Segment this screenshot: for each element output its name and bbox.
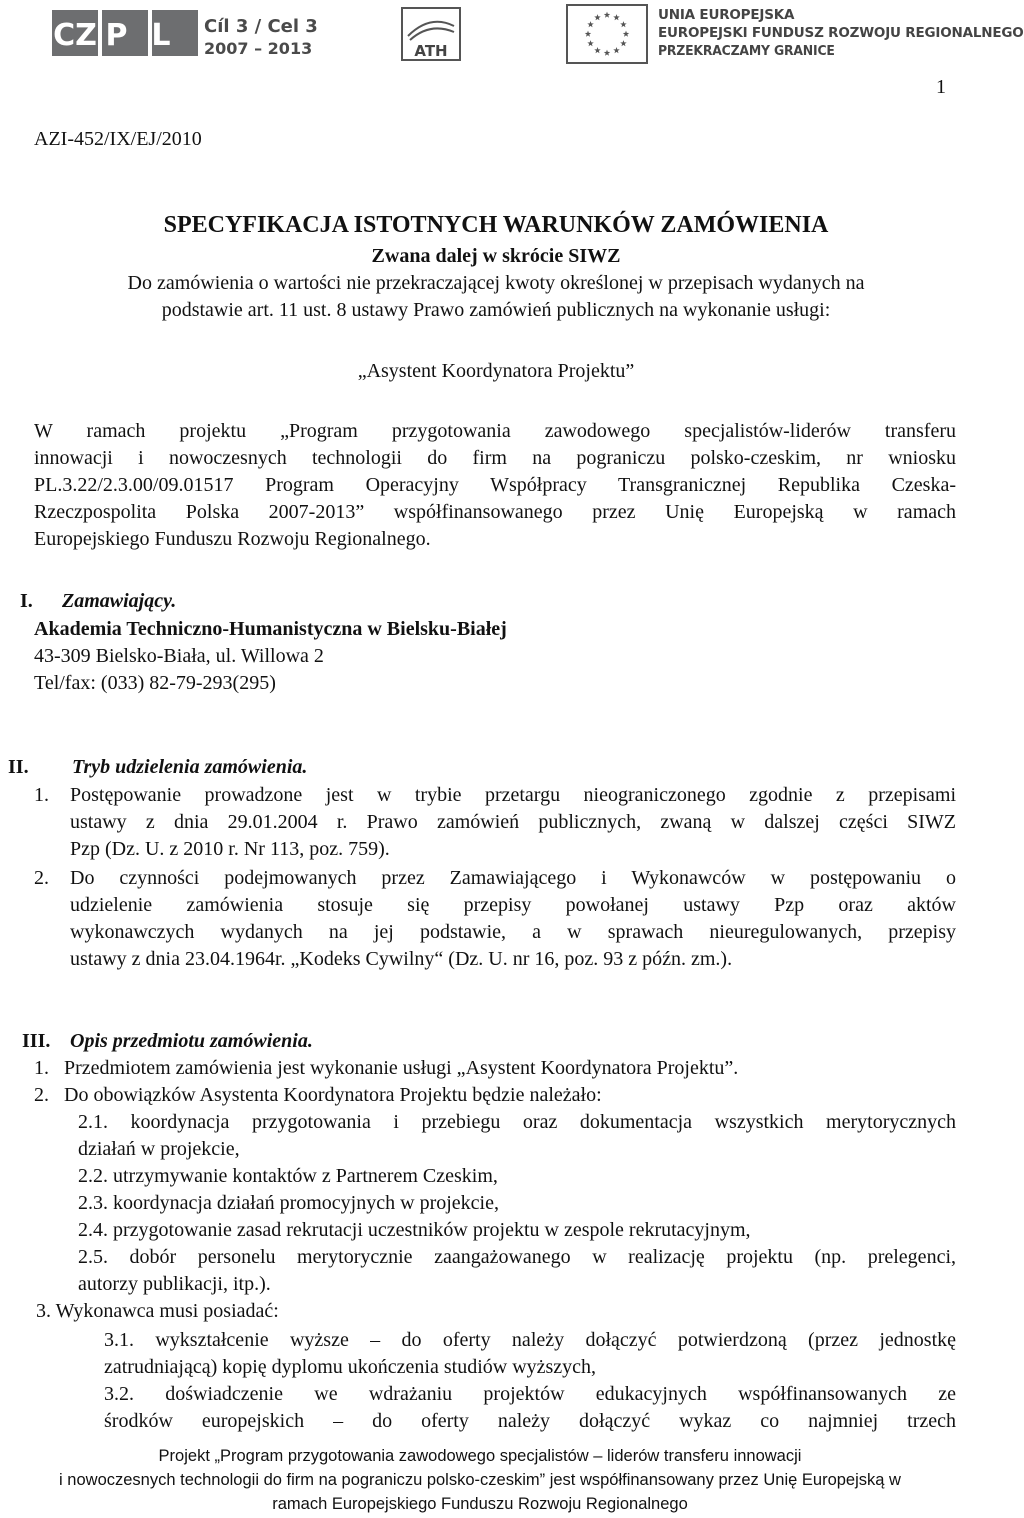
section-2-item-2-line-4: ustawy z dnia 23.04.1964r. „Kodeks Cywilny“ (Dz. U. nr 16, poz. 93 z późn. zm.). (70, 948, 733, 970)
czpl-logo-pl: PL (105, 18, 195, 53)
section-2-item-2-line-3: wykonawczych wydanych na jej podstawie, a w sprawach nieuregulowanych, przepisy (70, 921, 956, 943)
section-2-item-2-number: 2. (34, 867, 49, 889)
section-2-number: II. (8, 756, 29, 778)
eu-line-3: PRZEKRACZAMY GRANICE (658, 43, 835, 59)
footer-line-3: ramach Europejskiego Funduszu Rozwoju Regionalnego (272, 1495, 688, 1513)
project-line-1: W ramach projektu „Program przygotowania zawodowego specjalistów-liderów transferu (34, 420, 956, 442)
service-name: „Asystent Koordynatora Projektu” (357, 360, 635, 382)
page-number: 1 (936, 76, 946, 98)
intro-line-2: podstawie art. 11 ust. 8 ustawy Prawo zamówień publicznych na wykonanie usługi: (161, 299, 831, 321)
intro-line-1: Do zamówienia o wartości nie przekraczającej kwoty określonej w przepisach wydanych na (127, 272, 865, 294)
requirement-3-1-line-2: zatrudniającą) kopię dyplomu ukończenia studiów wyższych, (104, 1356, 597, 1378)
duty-2-5-line-2: autorzy publikacji, itp.). (78, 1273, 271, 1295)
czpl-logo (52, 6, 318, 62)
header (0, 0, 1024, 72)
section-2-title: Tryb udzielenia zamówienia. (72, 756, 308, 778)
section-3-number: III. (22, 1030, 51, 1052)
eu-line-2: EUROPEJSKI FUNDUSZ ROZWOJU REGIONALNEGO (658, 25, 1024, 41)
czpl-years: 2007 – 2013 (204, 39, 313, 58)
eu-line-1: UNIA EUROPEJSKA (658, 7, 795, 23)
footer-line-1: Projekt „Program przygotowania zawodowego specjalistów – liderów transferu innowacji (158, 1447, 802, 1465)
section-3-title: Opis przedmiotu zamówienia. (70, 1030, 313, 1052)
section-2-item-1-line-3: Pzp (Dz. U. z 2010 r. Nr 113, poz. 759). (70, 838, 390, 860)
section-3-item-1: Przedmiotem zamówienia jest wykonanie usługi „Asystent Koordynatora Projektu”. (64, 1057, 739, 1079)
orderer-phone: Tel/fax: (033) 82-79-293(295) (34, 672, 276, 694)
document-subtitle: Zwana dalej w skrócie SIWZ (371, 245, 621, 267)
ath-logo-text: ATH (414, 42, 448, 60)
eu-text (658, 6, 1024, 60)
section-3-item-3: 3. Wykonawca musi posiadać: (36, 1300, 279, 1322)
requirement-3-1-line-1: 3.1. wykształcenie wyższe – do oferty należy dołączyć potwierdzoną (przez jednostkę (104, 1329, 956, 1351)
orderer-address: 43-309 Bielsko-Biała, ul. Willowa 2 (34, 645, 324, 667)
section-3-item-1-number: 1. (34, 1057, 49, 1079)
section-2-item-1-line-1: Postępowanie prowadzone jest w trybie przetargu nieograniczonego zgodnie z przepisami (70, 784, 956, 806)
project-line-2: innowacji i nowoczesnych technologii do firm na pograniczu polsko-czeskim, nr wniosku (34, 447, 956, 469)
section-1-title: Zamawiający. (62, 590, 177, 612)
project-line-3: PL.3.22/2.3.00/09.01517 Program Operacyjny Współpracy Transgranicznej Republika Czeska- (34, 474, 956, 496)
duty-2-5-line-1: 2.5. dobór personelu merytorycznie zaangażowanego w realizację projektu (np. prelegenci, (78, 1246, 956, 1268)
duty-2-1-line-2: działań w projekcie, (78, 1138, 240, 1160)
section-2-item-1-number: 1. (34, 784, 49, 806)
requirement-3-2-line-2: środków europejskich – do oferty należy dołączyć wykaz co najmniej trzech (104, 1410, 956, 1432)
footer (0, 1444, 960, 1516)
duty-2-1-line-1: 2.1. koordynacja przygotowania i przebiegu oraz dokumentacja wszystkich merytorycznych (78, 1111, 956, 1133)
section-2-item-1-line-2: ustawy z dnia 29.01.2004 r. Prawo zamówień publicznych, zwaną w dalszej części SIWZ (70, 811, 956, 833)
ath-logo (400, 6, 462, 62)
czpl-goal: Cíl 3 / Cel 3 (204, 16, 318, 37)
duty-2-2: 2.2. utrzymywanie kontaktów z Partnerem Czeskim, (78, 1165, 498, 1187)
section-3-item-2: Do obowiązków Asystenta Koordynatora Projektu będzie należało: (64, 1084, 602, 1106)
project-line-5: Europejskiego Funduszu Rozwoju Regionalnego. (34, 528, 431, 550)
document-title: SPECYFIKACJA ISTOTNYCH WARUNKÓW ZAMÓWIENIA (163, 212, 829, 238)
reference-number: AZI-452/IX/EJ/2010 (34, 128, 202, 150)
section-1-number: I. (20, 590, 33, 612)
czpl-logo-cz: CZ (53, 18, 97, 53)
footer-line-2: i nowoczesnych technologii do firm na pograniczu polsko-czeskim” jest współfinansowany przez Unię Europejską w (59, 1471, 901, 1489)
requirement-3-2-line-1: 3.2. doświadczenie we wdrażaniu projektów edukacyjnych współfinansowanych ze (104, 1383, 956, 1405)
project-line-4: Rzeczpospolita Polska 2007-2013” współfinansowanego przez Unię Europejską w ramach (34, 501, 956, 523)
section-2-item-2-line-2: udzielenie zamówienia stosuje się przepisy powołanej ustawy Pzp oraz aktów (70, 894, 956, 916)
section-2-item-2-line-1: Do czynności podejmowanych przez Zamawiającego i Wykonawców w postępowaniu o (70, 867, 956, 889)
duty-2-4: 2.4. przygotowanie zasad rekrutacji uczestników projektu w zespole rekrutacyjnym, (78, 1219, 751, 1241)
eu-flag-icon (566, 4, 648, 64)
eu-logo (566, 4, 1024, 64)
orderer-name: Akademia Techniczno-Humanistyczna w Bielsku-Białej (34, 618, 507, 640)
duty-2-3: 2.3. koordynacja działań promocyjnych w projekcie, (78, 1192, 499, 1214)
section-3-item-2-number: 2. (34, 1084, 49, 1106)
